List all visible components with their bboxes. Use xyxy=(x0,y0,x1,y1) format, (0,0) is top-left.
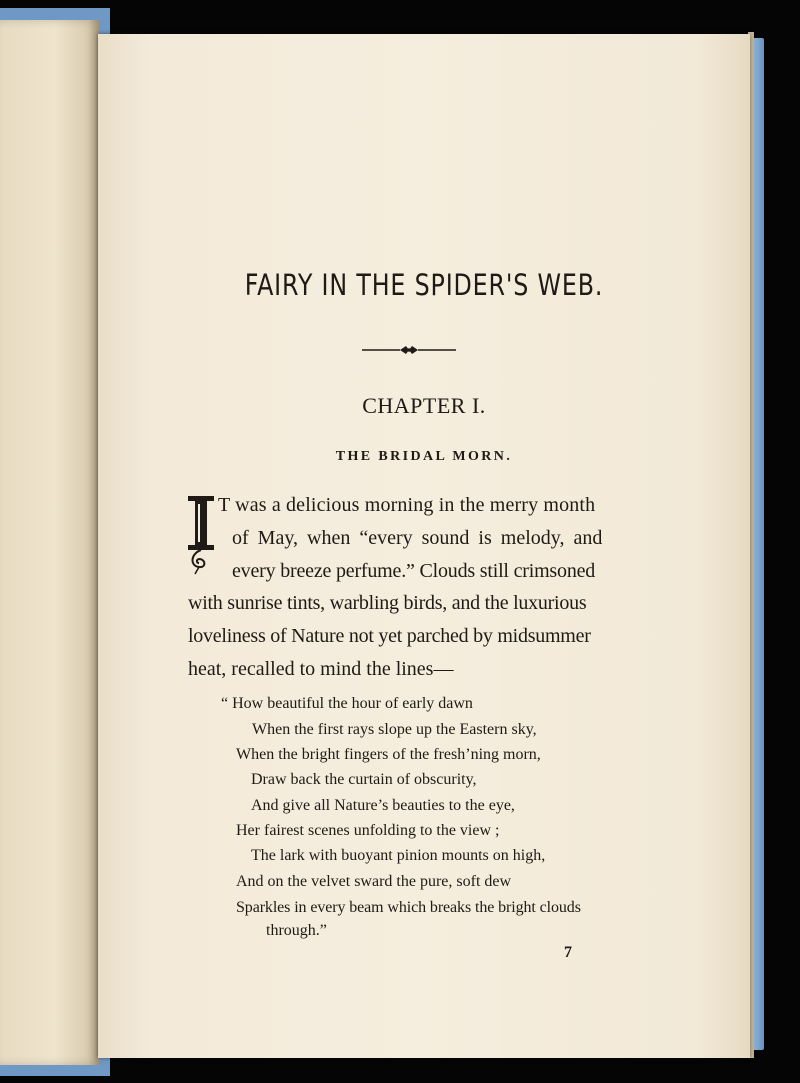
verse-line: “ How beautiful the hour of early dawn xyxy=(221,695,473,712)
verse-line: When the bright fingers of the fresh’ning morn, xyxy=(236,746,541,763)
chapter-subtitle: THE BRIDAL MORN. xyxy=(335,449,513,464)
chapter-heading: CHAPTER I. xyxy=(362,393,486,418)
verse-line: The lark with buoyant pinion mounts on high, xyxy=(251,847,546,864)
book-title: FAIRY IN THE SPIDER'S WEB. xyxy=(244,268,604,302)
paragraph-line: of May, when “every sound is melody, and xyxy=(232,527,603,549)
paragraph-line: with sunrise tints, warbling birds, and the luxurious xyxy=(188,592,587,614)
verse-line: Her fairest scenes unfolding to the view ; xyxy=(236,822,500,839)
previous-page-edge xyxy=(0,20,100,1065)
verse-line: And give all Nature’s beauties to the eye, xyxy=(251,797,515,814)
paragraph-line: every breeze perfume.” Clouds still crimsoned xyxy=(232,560,596,582)
verse-line: through.” xyxy=(266,922,327,939)
drop-cap-letter xyxy=(186,492,216,576)
verse-line: When the first rays slope up the Eastern sky, xyxy=(252,721,537,738)
paragraph-line: heat, recalled to mind the lines— xyxy=(188,658,454,680)
paragraph-line: loveliness of Nature not yet parched by midsummer xyxy=(188,625,591,647)
verse-line: And on the velvet sward the pure, soft dew xyxy=(236,873,512,890)
page-number: 7 xyxy=(564,944,572,961)
paragraph-line: T was a delicious morning in the merry month xyxy=(218,494,596,516)
verse-line: Draw back the curtain of obscurity, xyxy=(251,771,477,788)
verse-line: Sparkles in every beam which breaks the bright clouds xyxy=(236,899,581,916)
ornament-divider-icon xyxy=(362,340,456,360)
